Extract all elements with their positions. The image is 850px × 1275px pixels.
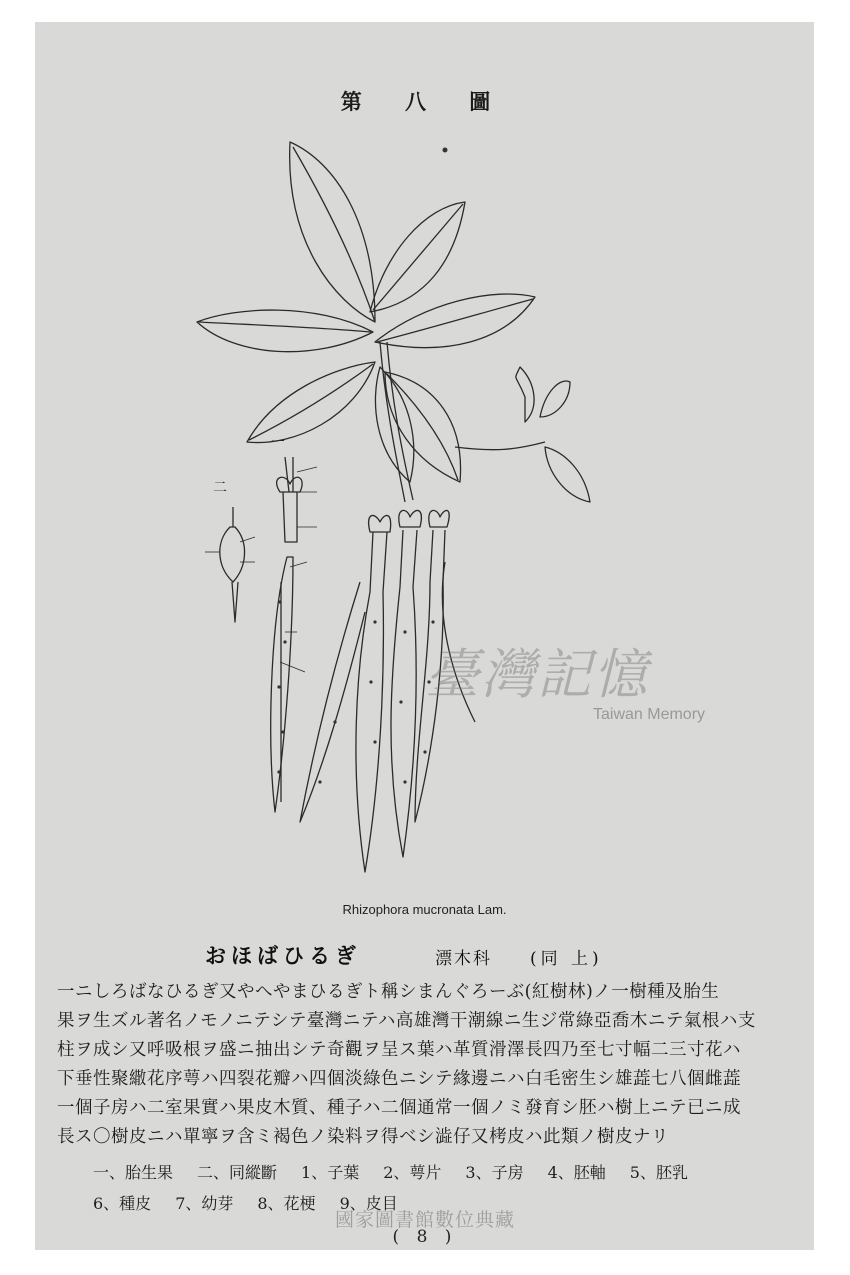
legend-item: 5、胚乳 [629, 1163, 688, 1182]
mark-one: 一 [271, 435, 285, 451]
legend-item: 8、花梗 [257, 1194, 316, 1213]
small-leaf-2 [540, 381, 570, 417]
leaf-left [197, 310, 373, 352]
leaf-center [375, 367, 413, 482]
description-line: 一個子房ハ二室果實ハ果皮木質、種子ハ二個通常一個ノミ發育シ胚ハ樹上ニテ已ニ成 [57, 1098, 741, 1118]
small-leaf-3 [545, 447, 590, 502]
small-leaf-1 [516, 367, 534, 422]
legend-line-1 [93, 1157, 793, 1188]
legend-item: 一、胎生果 [93, 1163, 174, 1182]
scanned-page [35, 22, 814, 1250]
leaf-top [290, 142, 375, 322]
taiwan-memory-watermark [425, 632, 725, 742]
page-number: ( 8 ) [392, 1227, 458, 1247]
detail-figure-two [220, 507, 245, 622]
legend-item: 2、萼片 [383, 1163, 442, 1182]
legend-item: 4、胚軸 [547, 1163, 606, 1182]
legend-item: 二、同縱斷 [197, 1163, 278, 1182]
detail-figure-one [271, 457, 302, 812]
mark-two: 二 [213, 480, 227, 496]
description-line: 長ス〇樹皮ニハ單寧ヲ含ミ褐色ノ染料ヲ得ベシ澁仔又栲皮ハ此類ノ樹皮ナリ [57, 1127, 669, 1147]
description-line: 一ニしろばなひるぎ又やへやまひるぎト稱シまんぐろーぶ(紅樹林)ノ一樹種及胎生 [57, 982, 720, 1002]
species-heading: おほばひるぎ [205, 943, 361, 968]
legend-item: 1、子葉 [301, 1163, 360, 1182]
plate-title: 第 八 圖 [340, 89, 509, 114]
legend-item: 9、皮目 [339, 1194, 398, 1213]
species-caption: Rhizophora mucronata Lam. [342, 902, 507, 917]
description-text [57, 978, 797, 1152]
watermark-cn: 臺灣記憶 [425, 643, 649, 706]
description-line: 果ヲ生ズル著名ノモノニテシテ臺灣ニテハ高雄灣干潮線ニ生ジ常綠亞喬木ニテ氣根ハ支 [57, 1011, 756, 1031]
description-line: 下垂性聚繖花序萼ハ四裂花瓣ハ四個淡綠色ニシテ緣邊ニハ白毛密生シ雄蕋七八個雌蕋 [57, 1069, 741, 1089]
legend-item: 7、幼芽 [175, 1194, 234, 1213]
description-line: 柱ヲ成シ又呼吸根ヲ盛ニ抽出シテ奇觀ヲ呈ス葉ハ革質滑澤長四乃至七寸幅二三寸花ハ [57, 1040, 741, 1060]
watermark-en: Taiwan Memory [593, 706, 706, 723]
library-watermark: 國家圖書館數位典藏 [334, 1209, 515, 1231]
botanical-illustration [35, 22, 814, 892]
legend-item: 6、種皮 [93, 1194, 152, 1213]
legend-item: 3、子房 [465, 1163, 524, 1182]
same-note: (同 上) [530, 949, 603, 969]
family-name: 漂木科 [435, 949, 492, 969]
